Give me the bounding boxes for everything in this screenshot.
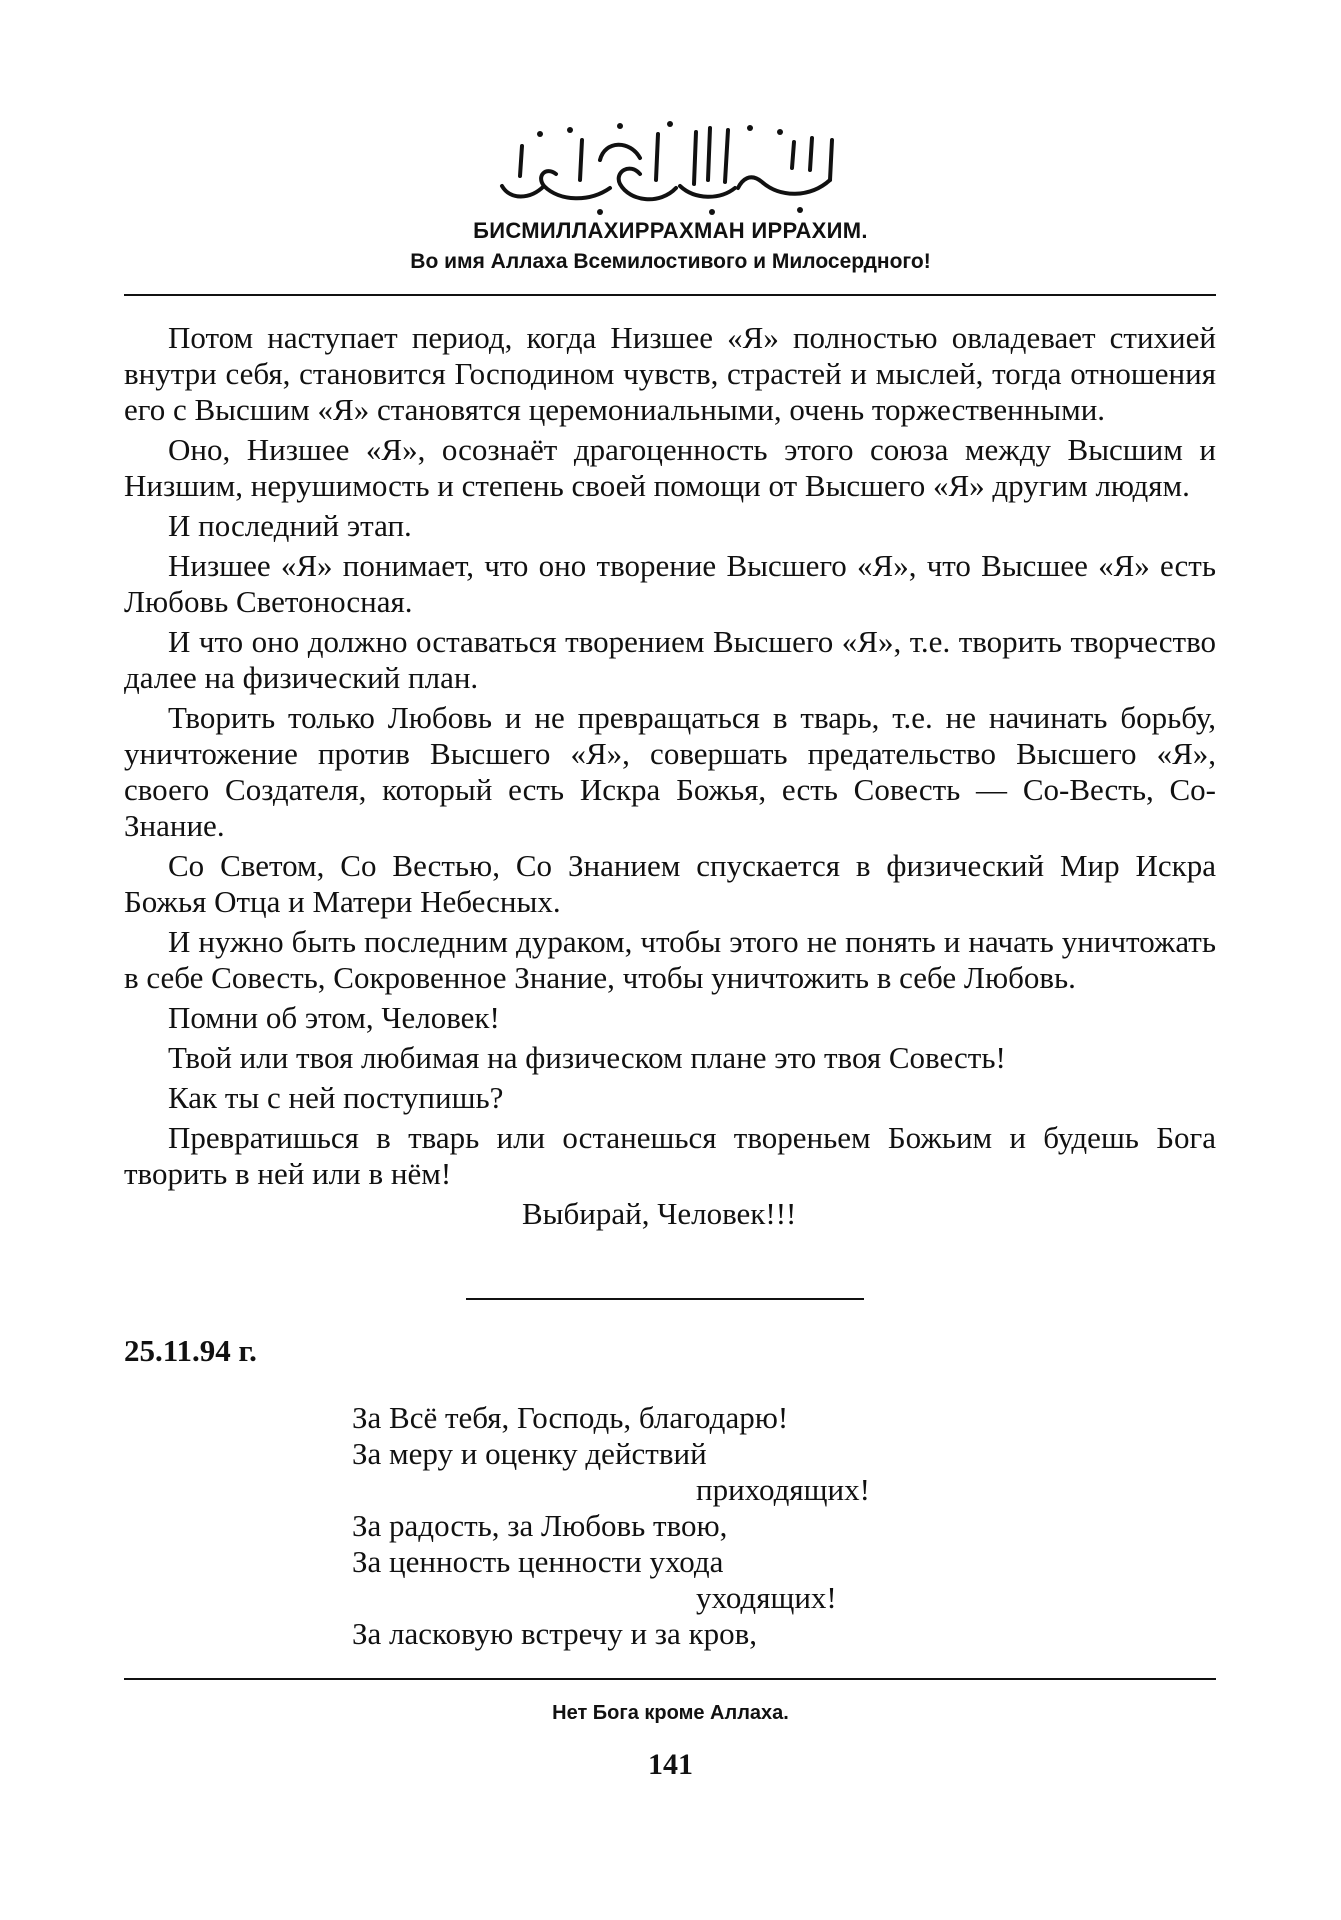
footer-text: Нет Бога кроме Аллаха.: [552, 1702, 789, 1724]
poem-line: За радость, за Любовь твою,: [352, 1508, 728, 1543]
header-divider: [124, 294, 1216, 296]
entry-date: 25.11.94 г.: [124, 1333, 257, 1368]
paragraph: Оно, Низшее «Я», осознаёт драгоценность этого союза между Высшим и Низшим, нерушимость и степень своей помощи от Высшего «Я» другим людям.: [124, 432, 1216, 503]
header-title: БИСМИЛЛАХИРРАХМАН ИРРАХИМ.: [473, 218, 868, 243]
section-divider: [466, 1298, 864, 1300]
paragraph: И последний этап.: [168, 508, 412, 543]
main-text: [124, 320, 1216, 1236]
poem-line: За меру и оценку действий: [352, 1436, 707, 1471]
paragraph: Со Светом, Со Вестью, Со Знанием спускается в физический Мир Искра Божья Отца и Матери Небесных.: [124, 848, 1216, 919]
poem-line: За ласковую встречу и за кров,: [352, 1616, 758, 1651]
footer-divider: [124, 1678, 1216, 1680]
poem-line: За Всё тебя, Господь, благодарю!: [352, 1400, 789, 1435]
poem-line: приходящих!: [696, 1472, 870, 1507]
paragraph: Потом наступает период, когда Низшее «Я» полностью овладевает стихией внутри себя, становится Господином чувств, страстей и мыслей, тогда отношения его с Высшим «Я» становятся церемониальными, очень торжественными.: [124, 320, 1216, 427]
paragraph: Превратишься в тварь или останешься твореньем Божьим и будешь Бога творить в ней или в нём!: [124, 1120, 1216, 1191]
bismillah-calligraphy-image: [480, 110, 860, 220]
paragraph: Твой или твоя любимая на физическом плане это твоя Совесть!: [168, 1040, 1006, 1075]
paragraph: Помни об этом, Человек!: [168, 1000, 500, 1035]
poem-line: За ценность ценности ухода: [352, 1544, 724, 1579]
poem: [352, 1400, 952, 1652]
closing-line: Выбирай, Человек!!!: [522, 1196, 797, 1231]
page-number: 141: [648, 1748, 693, 1781]
paragraph: Низшее «Я» понимает, что оно творение Высшего «Я», что Высшее «Я» есть Любовь Светоносная.: [124, 548, 1216, 619]
paragraph: Как ты с ней поступишь?: [168, 1080, 504, 1115]
header-subtitle: Во имя Аллаха Всемилостивого и Милосердного!: [410, 250, 931, 273]
poem-line: уходящих!: [696, 1580, 837, 1615]
paragraph: И нужно быть последним дураком, чтобы этого не понять и начать уничтожать в себе Совесть, Сокровенное Знание, чтобы уничтожить в себе Любовь.: [124, 924, 1216, 995]
paragraph: И что оно должно оставаться творением Высшего «Я», т.е. творить творчество далее на физический план.: [124, 624, 1216, 695]
paragraph: Творить только Любовь и не превращаться в тварь, т.е. не начинать борьбу, уничтожение против Высшего «Я», совершать предательство Высшего «Я», своего Создателя, который есть Искра Божья, есть Совесть — Со-Весть, Со-Знание.: [124, 700, 1216, 843]
